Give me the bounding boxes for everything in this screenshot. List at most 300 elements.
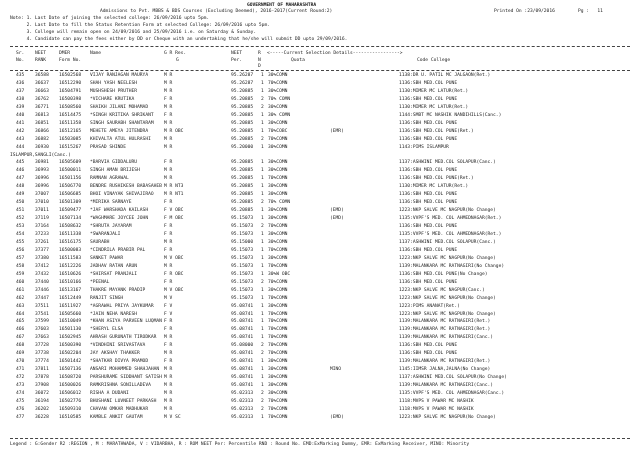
cell-college: 1137:ASHWINI MED.COL SOLAPUR(Canc.)	[399, 239, 496, 245]
cell-form: 16510166	[59, 279, 82, 285]
cell-gres: F R	[164, 112, 173, 118]
continuation-row	[0, 153, 638, 159]
cell-form: 16501442	[59, 359, 82, 365]
cell-per: 95.26287	[231, 80, 254, 86]
cell-college: 1136:SBH MED.COL PUNE	[399, 120, 458, 126]
cell-quota: 70%COMN	[268, 319, 288, 325]
cell-college: 1138:DR U. PATIL MC JALGAON(Ret.)	[399, 73, 491, 78]
table-row	[0, 312, 638, 318]
table-row	[0, 343, 638, 349]
table-row	[0, 160, 638, 166]
cell-gres: M R	[164, 88, 173, 94]
col-rank: RANK	[35, 58, 47, 63]
cell-name: BENDRE RUSHIKESH BABASAHEB	[90, 184, 162, 190]
cell-quota: 70%COMN	[268, 398, 288, 404]
cell-rank: 37412	[35, 263, 49, 269]
cell-form: 16511338	[59, 232, 82, 237]
cell-per: 95.20885	[231, 128, 254, 134]
cell-per: 95.08741	[231, 351, 254, 357]
cell-quota: 30%COMN	[268, 160, 288, 166]
cell-sr: 463	[16, 303, 25, 309]
cell-name: MUSHSHESH PRUTHER	[90, 88, 138, 94]
cell-form: 16503085	[59, 136, 82, 142]
cell-gres: F R	[164, 232, 173, 237]
cell-form: 16507136	[59, 367, 82, 373]
cell-per: 95.20885	[231, 88, 254, 94]
cell-rnd: 1	[261, 192, 264, 198]
cell-gres: M V OBC	[164, 287, 184, 293]
table-row	[0, 399, 638, 405]
cell-sr: 476	[16, 406, 25, 412]
cell-rank: 37164	[35, 224, 49, 230]
cell-per: 95.08741	[231, 319, 254, 325]
cell-per: 95.15073	[231, 224, 254, 230]
cell-college: 1139:MALANKARA MC RATNAGIRI(Canc.)	[399, 335, 494, 341]
table-row	[0, 73, 638, 79]
cell-gres: F R	[164, 160, 173, 166]
cell-form: 16504791	[59, 88, 82, 94]
cell-quota: 30%COMN	[268, 104, 288, 110]
table-row	[0, 383, 638, 389]
cell-college: 1136:SBH MED.COL PUNE	[399, 192, 458, 198]
table-row	[0, 272, 638, 278]
cell-college: 1137:ASHWINI MED.COL SOLAPUR(Canc.)	[399, 160, 496, 166]
cell-name: *MIRIKA SARNAYE	[90, 200, 132, 206]
cell-name: *PEENAL	[90, 279, 110, 285]
cell-per: 95.20885	[231, 96, 254, 102]
cell-rank: 36851	[35, 120, 49, 126]
cell-quota: 30%COMN	[268, 216, 288, 222]
cell-quota: 70%COMN	[268, 80, 288, 86]
cell-gres: M R	[164, 80, 173, 86]
cell-sr: 457	[16, 255, 25, 261]
cell-rnd: 2	[261, 96, 264, 102]
cell-form: 16507134	[59, 216, 82, 222]
cell-rank: 37446	[35, 287, 49, 293]
cell-rnd: 1	[261, 120, 264, 126]
cell-sr: 466	[16, 327, 25, 333]
cell-form: 16510585	[59, 414, 82, 420]
cell-rank: 37010	[35, 200, 49, 206]
cell-form: 16512226	[59, 263, 82, 269]
cell-name: *BARVIA GIDDALURU	[90, 160, 138, 166]
cell-per: 95.08741	[231, 383, 254, 389]
cell-rnd: 1	[261, 247, 264, 253]
cell-gres: M R	[164, 168, 173, 174]
cell-gres: F R	[164, 343, 173, 349]
cell-quota: 70%COMN	[268, 224, 288, 230]
cell-form: 16500011	[59, 168, 82, 174]
table-row	[0, 367, 638, 373]
cell-gres: F V	[164, 303, 173, 309]
cell-quota: 30%COMN	[268, 391, 288, 396]
cell-rnd: 2	[261, 279, 264, 285]
cell-gres: F V OBC	[164, 208, 184, 214]
cell-rnd: 1	[261, 414, 264, 420]
cell-college: 1223:NKP SALVE MC NAGPUR(No Change)	[399, 255, 496, 261]
cell-college: 1223:PIMS ANANAT(Ret.)	[399, 303, 460, 309]
cell-name: *SINGH KRITIKA SHRIKANT	[90, 112, 154, 118]
table-row	[0, 105, 638, 111]
cell-rnd: 2	[261, 104, 264, 110]
cell-rnd: 1	[261, 73, 264, 78]
cell-sr: 473	[16, 383, 25, 389]
cell-sr: 452	[16, 216, 25, 222]
cell-rnd: 1	[261, 295, 264, 301]
cell-name: *JAIN NEHA NARESH	[90, 311, 138, 317]
table-row	[0, 335, 638, 341]
cell-rank: 37738	[35, 351, 49, 357]
cell-gres: M R	[164, 367, 173, 373]
table-row	[0, 184, 638, 190]
col-code-college: Code College	[417, 58, 451, 63]
cell-rank: 37511	[35, 303, 49, 309]
table-row	[0, 129, 638, 135]
cell-flag: (EMD)	[330, 208, 344, 214]
cell-sr: 458	[16, 263, 25, 269]
cell-name: *SHRUTA JAYARAM	[90, 224, 132, 230]
cell-gres: M R	[164, 383, 173, 389]
page-subtitle: Admissions to Pvt. MBBS & BDS Courses (Excluding Deemed), 2016-2017(Current Round:2)	[100, 9, 333, 14]
cell-sr: 468	[16, 343, 25, 349]
cell-college: 1144:SMBT MC NASHIK NANDIHILLS(Canc.)	[399, 112, 502, 118]
col-n: N	[258, 58, 261, 63]
cell-per: 95.15073	[231, 287, 254, 293]
cell-rank: 36202	[35, 406, 49, 412]
cell-name: RANJIT SINGH	[90, 295, 124, 301]
cell-form: 16508632	[59, 224, 82, 230]
cell-college: 1136:SBH MED.COL PUNE	[399, 343, 458, 349]
cell-per: 95.20885	[231, 192, 254, 198]
col-selection-details: <-----Current Selection Details----------------->	[267, 51, 403, 56]
cell-name: RAMKRISHNA SONILLADEVA	[90, 383, 151, 389]
cell-form: 16506685	[59, 192, 82, 198]
printed-date: Printed On :23/09/2016	[494, 9, 555, 14]
cell-gres: M R OBC	[164, 128, 184, 134]
cell-rnd: 1	[261, 216, 264, 222]
cell-quota: 30%COMN	[268, 383, 288, 389]
cell-sr: 455	[16, 239, 25, 245]
cell-rnd: 1	[261, 311, 264, 317]
cell-college: 1136:SBH MED.COL PUNE	[399, 80, 458, 86]
cell-college: 1135:VVPF'S MED. COL AHMEDNAGAR(Ret.)	[399, 232, 502, 237]
table-row	[0, 168, 638, 174]
cell-quota: 70%COMN	[268, 279, 288, 285]
cell-college: 1136:SBH MED.COL PUNE(No Change)	[399, 271, 488, 277]
cell-per: 95.15073	[231, 247, 254, 253]
cell-quota: 70%COMN	[268, 335, 288, 341]
cell-college: 1130:MIMER MC LATUR(Ret.)	[399, 104, 469, 110]
cell-name: KHIVALTA ATUL HULRASHI	[90, 136, 151, 142]
table-row	[0, 192, 638, 198]
cell-rank: 37541	[35, 311, 49, 317]
cell-gres: F M OBC	[164, 216, 184, 222]
cell-sr: 469	[16, 351, 25, 357]
cell-form: 16500026	[59, 383, 82, 389]
cell-per: 95.02313	[231, 414, 254, 420]
cell-form: 16516175	[59, 239, 82, 245]
cell-gres: F R OBC	[164, 271, 184, 277]
cell-rank: 37908	[35, 383, 49, 389]
table-row	[0, 288, 638, 294]
cell-name: RAMNAN AGRAWAL	[90, 176, 129, 182]
cell-rnd: 1	[261, 255, 264, 261]
cell-rnd: 1	[261, 287, 264, 293]
table-row	[0, 145, 638, 151]
cell-form: 16500390	[59, 343, 82, 349]
divider	[10, 438, 630, 439]
cell-sr: 465	[16, 319, 25, 325]
cell-per: 95.20885	[231, 160, 254, 166]
cell-quota: 70%COMN	[268, 406, 288, 412]
cell-gres: M R NT3	[164, 184, 184, 190]
table-row	[0, 208, 638, 214]
cell-gres: M R	[164, 391, 173, 396]
table-row	[0, 216, 638, 222]
cell-rnd: 1	[261, 367, 264, 373]
cell-per: 95.20885	[231, 168, 254, 174]
cell-sr: 453	[16, 224, 25, 230]
cell-rank: 36996	[35, 184, 49, 190]
cell-rank: 36762	[35, 96, 49, 102]
cell-rank: 36882	[35, 136, 49, 142]
cell-form: 16511358	[59, 120, 82, 126]
cell-per: 95.08741	[231, 359, 254, 365]
note-line: 4. Candidate can pay the fees either by DD or Cheque with an undertaking that he/she will submit DD upto 29/09/2016.	[10, 37, 348, 42]
cell-rank: 36072	[35, 391, 49, 396]
cell-flag: (EMD)	[330, 216, 344, 222]
cell-rank: 36663	[35, 88, 49, 94]
cell-gres: F R	[164, 319, 173, 325]
cell-quota: 30%COMN	[268, 88, 288, 94]
table-row	[0, 327, 638, 333]
cell-form: 16502776	[59, 398, 82, 404]
cell-form: 16501309	[59, 200, 82, 206]
cell-gres: M R	[164, 335, 173, 341]
cell-college: 1223:NKP SALVE MC NAGPUR(No Change)	[399, 208, 496, 214]
table-row	[0, 359, 638, 365]
cell-rank: 36813	[35, 112, 49, 118]
cell-gres: M R	[164, 144, 173, 150]
cell-name: *WAGHMARE JOYCEE JOHN	[90, 216, 149, 222]
col-quota: Quota	[291, 58, 305, 63]
cell-rank: 37233	[35, 232, 49, 237]
cell-per: 95.08741	[231, 311, 254, 317]
cell-sr: 444	[16, 144, 25, 150]
divider	[10, 46, 630, 47]
cell-rnd: 2	[261, 343, 264, 349]
cell-sr: 448	[16, 184, 25, 190]
col-per: Per.	[231, 58, 243, 63]
cell-rank: 36996	[35, 176, 49, 182]
cell-per: 95.02313	[231, 391, 254, 396]
cell-per: 95.15073	[231, 255, 254, 261]
cell-per: 95.08741	[231, 367, 254, 373]
cell-rank: 37377	[35, 247, 49, 253]
cell-gres: F R	[164, 247, 173, 253]
divider	[10, 70, 630, 71]
cell-quota: 30%COMN	[268, 120, 288, 126]
cell-per: 95.26287	[231, 73, 254, 78]
cell-flag: (EMD)	[330, 414, 344, 420]
cell-rnd: 1	[261, 128, 264, 134]
cell-quota: 30%COMN	[268, 367, 288, 373]
cell-college: 1118:MVPS V PAWAR MC NASHIK	[399, 398, 474, 404]
cell-sr: 464	[16, 311, 25, 317]
cell-gres: M R	[164, 398, 173, 404]
cell-name: PARSHURAME SIDDHANT SATISH	[90, 375, 162, 381]
cell-rnd: 1	[261, 232, 264, 237]
cell-college: 1139:MALANKARA MC RATNAGIRI(Canc.)	[399, 383, 494, 389]
cell-form: 16506770	[59, 184, 82, 190]
cell-name: ANSARI MOHAMMED SHAHJAHAN	[90, 367, 160, 373]
cell-college: 1136:SBH MED.COL PUNE(Ret.)	[399, 128, 474, 134]
cell-gres: M R	[164, 120, 173, 126]
cell-form: 16510049	[59, 319, 82, 325]
cell-sr: 471	[16, 367, 25, 373]
table-row	[0, 296, 638, 302]
cell-form: 16513167	[59, 287, 82, 293]
cell-name: RISHA A DUDANI	[90, 391, 129, 396]
cell-sr: 449	[16, 192, 25, 198]
cell-per: 95.15073	[231, 271, 254, 277]
table-row	[0, 304, 638, 310]
cell-rank: 36930	[35, 144, 49, 150]
cell-rank: 36981	[35, 160, 49, 166]
cell-quota: 30%COMN	[268, 287, 288, 293]
cell-college: 1223:NKP SALVE MC NAGPUR(No Change)	[399, 414, 496, 420]
cell-rank: 37878	[35, 375, 49, 381]
cell-quota: 30%COMN	[268, 208, 288, 214]
cell-per: 95.02313	[231, 398, 254, 404]
cell-college: 1223:NKP SALVE MC NAGPUR(No Change)	[399, 295, 496, 301]
cell-rnd: 1	[261, 375, 264, 381]
cell-form: 16511583	[59, 255, 82, 261]
cell-rnd: 1	[261, 263, 264, 269]
cell-sr: 441	[16, 120, 25, 126]
cell-sr: 439	[16, 104, 25, 110]
cell-rnd: 1	[261, 327, 264, 333]
cell-gres: M R	[164, 239, 173, 245]
cell-form: 16505660	[59, 311, 82, 317]
cell-rank: 37447	[35, 295, 49, 301]
cell-rank: 36771	[35, 104, 49, 110]
cell-rank: 37728	[35, 343, 49, 349]
cell-rank: 37011	[35, 208, 49, 214]
cell-sr: 474	[16, 391, 25, 396]
table-row	[0, 280, 638, 286]
table-row	[0, 176, 638, 182]
cell-per: 95.20885	[231, 184, 254, 190]
cell-sr: 443	[16, 136, 25, 142]
cell-form: 16502204	[59, 351, 82, 357]
cell-college: 1136:SBH MED.COL PUNE	[399, 136, 458, 142]
cell-name: VIJAY RANJAGAN MAURYA	[90, 73, 149, 78]
cell-quota: 30%COMN	[268, 168, 288, 174]
cell-per: 95.08741	[231, 327, 254, 333]
note-line: 2. Last Date to fill the Status Retention Form at selected College: 26/09/2016 upto 5pm.	[10, 23, 270, 28]
cell-quota: 30%COMN	[268, 192, 288, 198]
cell-per: 95.15073	[231, 263, 254, 269]
cell-rnd: 2	[261, 136, 264, 142]
cell-per: 95.15000	[231, 239, 254, 245]
cell-form: 16500083	[59, 247, 82, 253]
cell-gres: M R	[164, 136, 173, 142]
table-row	[0, 240, 638, 246]
cell-sr: 454	[16, 232, 25, 237]
cell-per: 95.20885	[231, 136, 254, 142]
cell-form: 16510626	[59, 271, 82, 277]
cell-name: *VICHARE KRUTIKA	[90, 96, 135, 102]
cell-college: 1136:SBH MED.COL PUNE	[399, 224, 458, 230]
cell-quota: 70% COMN	[268, 96, 291, 102]
cell-quota: 30%COMN	[268, 255, 288, 261]
cell-per: 95.08741	[231, 375, 254, 381]
cell-name: SANKET PAWAR	[90, 255, 124, 261]
cell-sr: 456	[16, 247, 25, 253]
cell-college: 1136:SBH MED.COL PUNE	[399, 247, 458, 253]
cell-per: 95.20885	[231, 200, 254, 206]
cell-name: MEHETE AMEYA JITENDRA	[90, 128, 149, 134]
cell-name: KAMBLE ANKIT GAUTAM	[90, 414, 143, 420]
cell-rnd: 1	[261, 383, 264, 389]
cell-quota: 70%COMN	[268, 414, 288, 420]
cell-gres: M V SC	[164, 414, 181, 420]
cell-name: THAKRE MAYANK PRADIP	[90, 287, 146, 293]
cell-sr: 472	[16, 375, 25, 381]
cell-college: 1130:MIMER MC LATUR(Ret.)	[399, 88, 469, 94]
cell-quota: 30%COMN	[268, 73, 288, 78]
col-round: R	[258, 51, 261, 56]
cell-name: SAURABH	[90, 239, 110, 245]
cell-sr: 460	[16, 279, 25, 285]
cell-gres: F R	[164, 327, 173, 333]
table-row	[0, 81, 638, 87]
cell-quota: 30%COMN	[268, 359, 288, 365]
cell-rnd: 1	[261, 335, 264, 341]
cell-name: *SHERYL ELSA	[90, 327, 124, 333]
cell-form: 16509310	[59, 406, 82, 412]
table-row	[0, 113, 638, 119]
col-form-no: Form No.	[59, 58, 82, 63]
cell-quota: 30%COMN	[268, 144, 288, 150]
cell-name: BHOI VINAYAK SHIVAJIRAO	[90, 192, 154, 198]
cell-form: 16505609	[59, 160, 82, 166]
cell-sr: 438	[16, 96, 25, 102]
cell-quota: 70%COBC	[268, 128, 288, 134]
cell-form: 16512165	[59, 128, 82, 134]
cell-quota: 70% COMN	[268, 200, 291, 206]
cell-rank: 36588	[35, 73, 49, 78]
cell-per: 95.20885	[231, 176, 254, 182]
table-row	[0, 264, 638, 270]
cell-quota: 30%COMN	[268, 232, 288, 237]
cell-college: 1137:ASHWINI MED.COL SOLAPUR(No Change)	[399, 375, 507, 381]
note-line: 3. College will remain open on 24/09/2016 and 25/09/2016 i.e. on Saturday & Sunday.	[10, 30, 257, 35]
table-row	[0, 391, 638, 397]
cell-rnd: 1	[261, 303, 264, 309]
col-neet: NEET	[35, 51, 47, 56]
cell-quota: 70%COMN	[268, 176, 288, 182]
cell-per: 95.02313	[231, 406, 254, 412]
cell-sr: 470	[16, 359, 25, 365]
cell-quota: 30%COMN	[268, 239, 288, 245]
cell-per: 95.08741	[231, 335, 254, 341]
cell-sr: 447	[16, 176, 25, 182]
cell-sr: 445	[16, 160, 25, 166]
cell-college: 1136:SBH MED.COL PUNE	[399, 200, 458, 206]
cell-rank: 37663	[35, 335, 49, 341]
